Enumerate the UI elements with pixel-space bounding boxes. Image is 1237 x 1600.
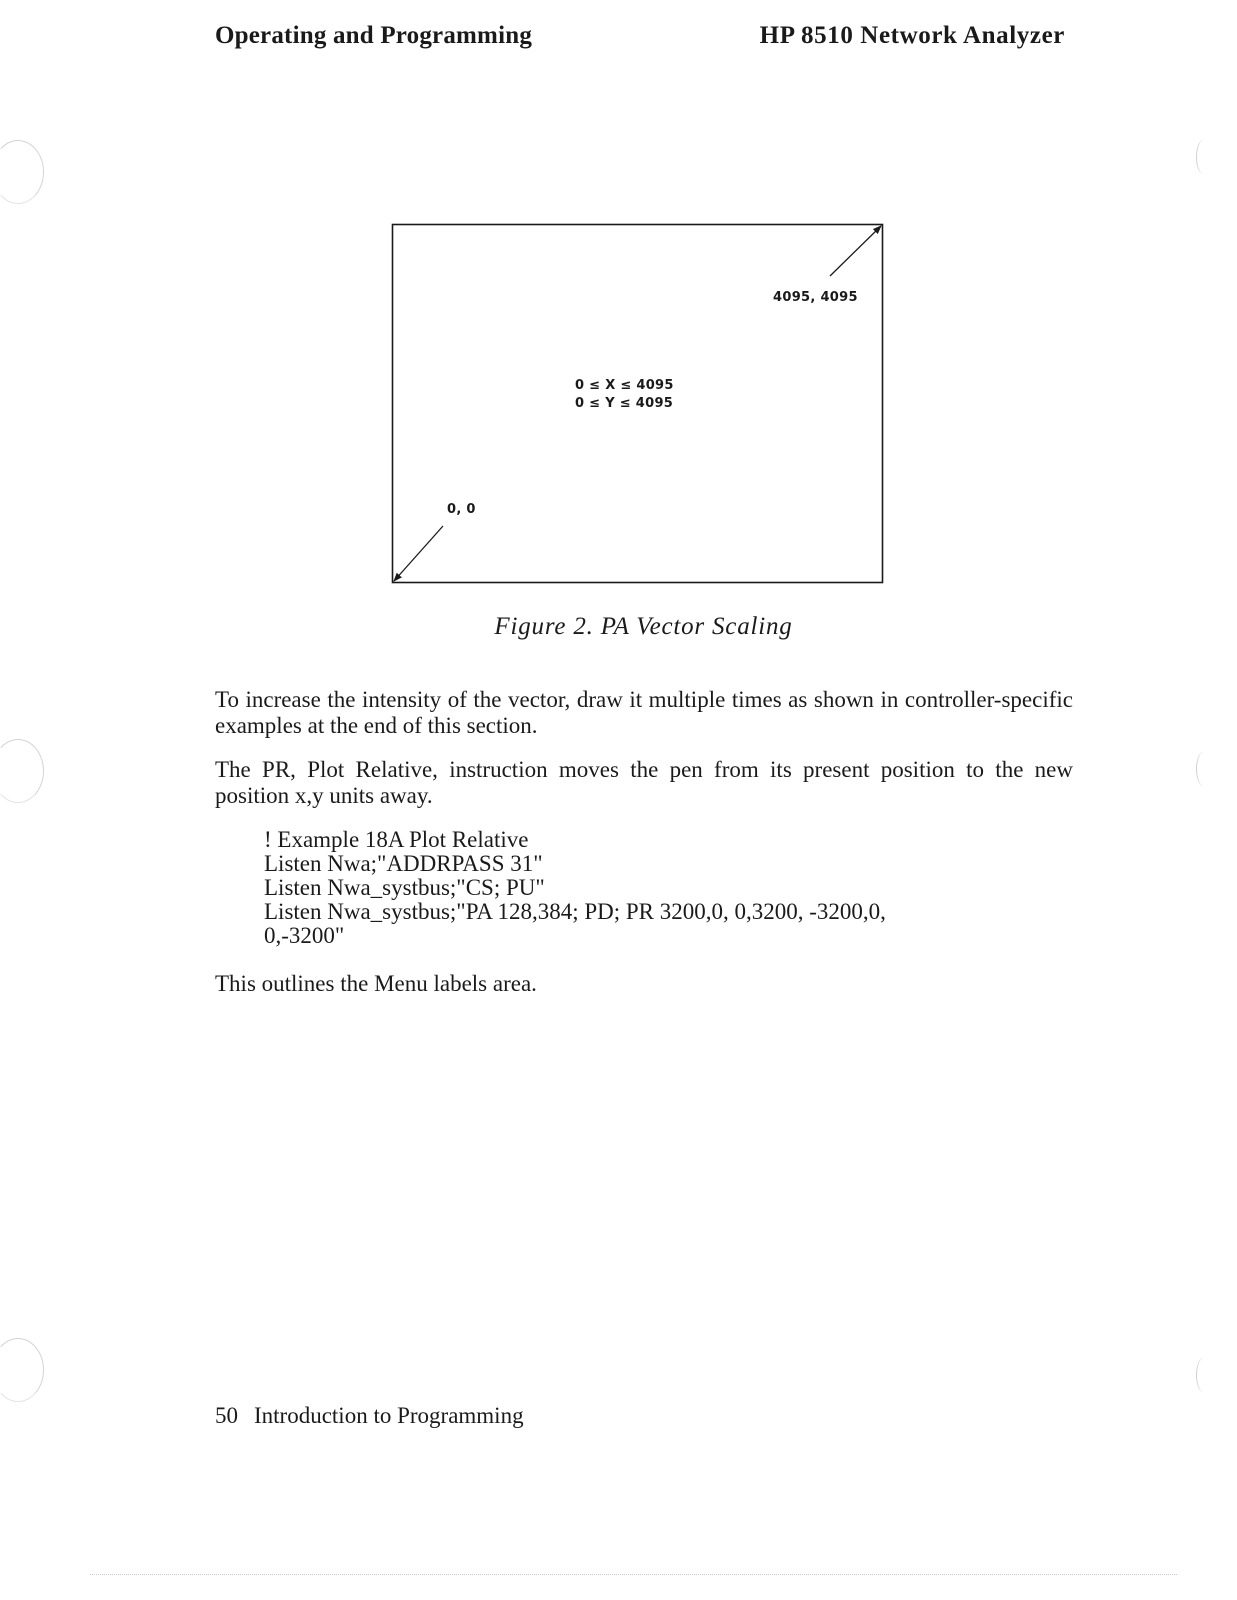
- paragraph-intensity: To increase the intensity of the vector, draw it multiple times as shown in controller-specific examples at the end of this section.: [215, 687, 1073, 738]
- code-example-18a: [264, 828, 886, 948]
- label-x-range: 0 ≤ X ≤ 4095: [575, 378, 674, 393]
- figure-caption: Figure 2. PA Vector Scaling: [494, 613, 793, 640]
- page-footer: [215, 1403, 524, 1429]
- running-header-left: Operating and Programming: [215, 22, 533, 49]
- punch-hole-bottom: [0, 1338, 44, 1402]
- paragraph-menu-labels: This outlines the Menu labels area.: [215, 971, 537, 996]
- running-header-right: HP 8510 Network Analyzer: [759, 22, 1065, 49]
- punch-hole-middle: [0, 739, 44, 803]
- label-origin-corner: 0, 0: [447, 502, 476, 517]
- scan-edge-line: [90, 1574, 1177, 1575]
- code-line: Listen Nwa_systbus;"CS; PU": [264, 875, 545, 900]
- edge-mark-bottom: [1196, 1358, 1211, 1392]
- arrow-to-top-right: [830, 226, 881, 276]
- footer-section-title: Introduction to Programming: [254, 1403, 524, 1428]
- code-line: ! Example 18A Plot Relative: [264, 827, 529, 852]
- arrow-to-bottom-left: [394, 526, 443, 581]
- edge-mark-middle: [1196, 752, 1211, 786]
- code-line: Listen Nwa;"ADDRPASS 31": [264, 851, 543, 876]
- edge-mark-top: [1196, 140, 1211, 174]
- page-number: 50: [215, 1403, 238, 1428]
- vector-scaling-figure: [392, 224, 883, 583]
- label-max-corner: 4095, 4095: [773, 290, 858, 305]
- label-y-range: 0 ≤ Y ≤ 4095: [575, 396, 674, 411]
- paragraph-plot-relative: The PR, Plot Relative, instruction moves the pen from its present position to the new position x,y units away.: [215, 757, 1073, 808]
- code-line: Listen Nwa_systbus;"PA 128,384; PD; PR 3200,0, 0,3200, -3200,0,: [264, 899, 886, 924]
- code-line: 0,-3200": [264, 923, 345, 948]
- punch-hole-top: [0, 140, 44, 204]
